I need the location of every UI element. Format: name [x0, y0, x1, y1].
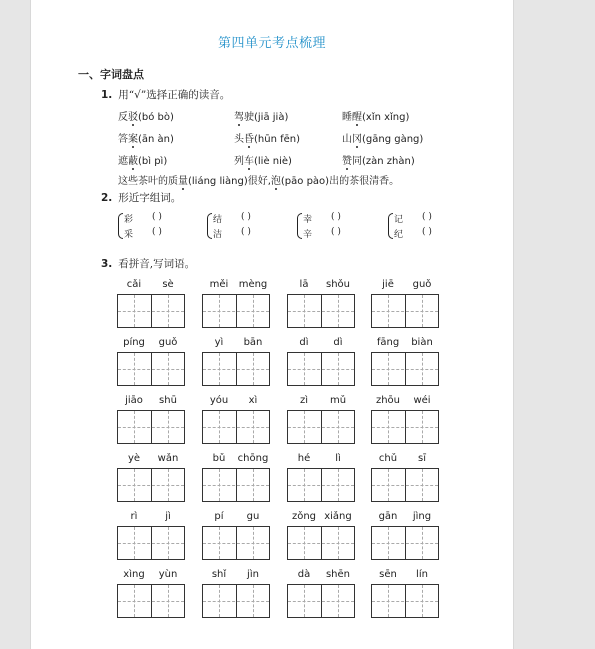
pinyin-pair	[371, 569, 439, 583]
grid-guide	[203, 369, 269, 370]
writing-grid	[202, 526, 270, 560]
word-char: 山	[342, 134, 352, 145]
grid-guide	[338, 353, 339, 385]
answer-blank: ( )	[152, 212, 162, 222]
pinyin-pair	[202, 279, 270, 293]
char-bottom: 洁	[213, 230, 223, 240]
pronunciation-item	[118, 130, 174, 145]
grid-guide	[168, 585, 169, 617]
pinyin-syllable: dì	[333, 337, 343, 348]
similar-char-pair	[207, 212, 297, 242]
grid-guide	[253, 585, 254, 617]
grid-guide	[118, 369, 184, 370]
word-char: 驶	[244, 112, 254, 123]
word-char: 答	[118, 134, 128, 145]
grid-guide	[372, 543, 438, 544]
pinyin-syllable: sī	[418, 453, 426, 464]
answer-blank: ( )	[422, 227, 432, 237]
grid-guide	[219, 585, 220, 617]
grid-guide	[372, 369, 438, 370]
grid-guide	[388, 585, 389, 617]
char-top: 结	[213, 215, 223, 225]
grid-guide	[338, 295, 339, 327]
pinyin-syllable: zhōu	[375, 395, 401, 406]
writing-grid	[117, 294, 185, 328]
pinyin-pair	[117, 337, 185, 351]
answer-blank: ( )	[152, 227, 162, 237]
grid-guide	[388, 469, 389, 501]
pinyin-options: (pāo pào)出的茶很清香。	[280, 176, 400, 187]
grid-guide	[134, 527, 135, 559]
pinyin-pair	[371, 395, 439, 409]
pinyin-pair	[117, 279, 185, 293]
grid-guide	[388, 527, 389, 559]
grid-guide	[118, 311, 184, 312]
grid-guide	[288, 543, 354, 544]
pinyin-pair	[287, 395, 355, 409]
grid-guide	[168, 469, 169, 501]
grid-guide	[118, 427, 184, 428]
grid-guide	[134, 295, 135, 327]
pronunciation-item	[234, 152, 292, 167]
word-char: 冈	[352, 134, 362, 145]
grid-guide	[118, 601, 184, 602]
grid-guide	[168, 411, 169, 443]
grid-guide	[422, 469, 423, 501]
section-heading: 一、字词盘点	[78, 68, 144, 81]
word-char: 醒	[352, 112, 362, 123]
brace-bracket	[118, 213, 123, 239]
grid-guide	[338, 585, 339, 617]
pinyin-syllable: cǎi	[126, 279, 142, 290]
grid-guide	[288, 601, 354, 602]
pinyin-syllable: sēn	[379, 569, 397, 580]
word-char: 反	[118, 112, 128, 123]
similar-char-pair	[118, 212, 208, 242]
pinyin-pair	[371, 453, 439, 467]
writing-grid	[287, 410, 355, 444]
pinyin-pair	[117, 395, 185, 409]
writing-grid	[117, 584, 185, 618]
grid-guide	[219, 469, 220, 501]
word-char: 头	[234, 134, 244, 145]
pinyin-syllable: xì	[248, 395, 258, 406]
pinyin-syllable: guǒ	[158, 337, 178, 348]
writing-grid	[202, 294, 270, 328]
pinyin-syllable: jiāo	[125, 395, 143, 406]
pinyin-syllable: chǔ	[378, 453, 398, 464]
pinyin-syllable: shū	[159, 395, 177, 406]
grid-guide	[304, 295, 305, 327]
pinyin-syllable: lín	[416, 569, 428, 580]
pinyin-pair	[287, 279, 355, 293]
word-char: 睡	[342, 112, 352, 123]
similar-char-pair	[297, 212, 387, 242]
pronunciation-item	[342, 152, 415, 167]
writing-grid	[202, 584, 270, 618]
grid-guide	[338, 469, 339, 501]
question-1	[101, 87, 230, 102]
grid-guide	[118, 543, 184, 544]
grid-guide	[422, 527, 423, 559]
document-page	[30, 0, 514, 649]
writing-grid	[371, 294, 439, 328]
grid-guide	[372, 485, 438, 486]
word-char: 驾	[234, 112, 244, 123]
pinyin-syllable: zì	[299, 395, 309, 406]
writing-grid	[117, 526, 185, 560]
writing-grid	[202, 468, 270, 502]
brace-bracket	[297, 213, 302, 239]
pinyin-pair	[287, 337, 355, 351]
pinyin-syllable: rì	[130, 511, 138, 522]
grid-guide	[422, 411, 423, 443]
pinyin-pair	[117, 511, 185, 525]
pronunciation-item	[118, 108, 174, 123]
grid-guide	[388, 295, 389, 327]
question-number: 1.	[101, 89, 113, 101]
grid-guide	[304, 527, 305, 559]
answer-blank: ( )	[241, 227, 251, 237]
grid-guide	[134, 411, 135, 443]
pinyin-pair	[202, 337, 270, 351]
pinyin-syllable: jìng	[412, 511, 432, 522]
pronunciation-item	[342, 130, 423, 145]
word-char: 赞	[342, 156, 352, 167]
pinyin-syllable: sè	[162, 279, 174, 290]
grid-guide	[134, 585, 135, 617]
grid-guide	[288, 311, 354, 312]
writing-grid	[202, 410, 270, 444]
pinyin-options: (bó bò)	[138, 112, 174, 123]
writing-grid	[371, 410, 439, 444]
pinyin-syllable: yóu	[209, 395, 229, 406]
grid-guide	[338, 527, 339, 559]
pinyin-pair	[202, 395, 270, 409]
pinyin-pair	[202, 511, 270, 525]
answer-blank: ( )	[422, 212, 432, 222]
pinyin-pair	[117, 569, 185, 583]
pronunciation-item	[234, 130, 300, 145]
pinyin-syllable: dì	[299, 337, 309, 348]
grid-guide	[168, 527, 169, 559]
grid-guide	[372, 311, 438, 312]
pronunciation-item	[234, 108, 288, 123]
writing-grid	[117, 352, 185, 386]
grid-guide	[203, 427, 269, 428]
grid-guide	[168, 353, 169, 385]
grid-guide	[253, 411, 254, 443]
word-char: 驳	[128, 112, 138, 123]
pinyin-syllable: gu	[246, 511, 260, 522]
pinyin-pair	[287, 569, 355, 583]
char-top: 彩	[124, 215, 134, 225]
pinyin-pair	[287, 511, 355, 525]
grid-guide	[219, 527, 220, 559]
grid-guide	[304, 585, 305, 617]
pinyin-syllable: hé	[297, 453, 311, 464]
pinyin-options: (bì pì)	[138, 156, 168, 167]
pinyin-pair	[371, 337, 439, 351]
grid-guide	[168, 295, 169, 327]
grid-guide	[219, 295, 220, 327]
grid-guide	[304, 411, 305, 443]
pinyin-syllable: píng	[123, 337, 145, 348]
pinyin-syllable: guǒ	[412, 279, 432, 290]
grid-guide	[203, 543, 269, 544]
grid-guide	[388, 353, 389, 385]
pinyin-syllable: shēn	[325, 569, 351, 580]
answer-blank: ( )	[241, 212, 251, 222]
pinyin-syllable: bān	[243, 337, 263, 348]
grid-guide	[422, 585, 423, 617]
pinyin-options: (xǐn xǐng)	[362, 112, 410, 123]
char-bottom: 辛	[303, 230, 313, 240]
word-char: 量	[178, 176, 188, 187]
grid-guide	[203, 601, 269, 602]
pinyin-syllable: wéi	[413, 395, 431, 406]
pinyin-pair	[371, 279, 439, 293]
char-top: 记	[394, 215, 404, 225]
pinyin-options: (ān àn)	[138, 134, 174, 145]
grid-guide	[288, 427, 354, 428]
grid-guide	[203, 485, 269, 486]
grid-guide	[118, 485, 184, 486]
answer-blank: ( )	[331, 227, 341, 237]
pinyin-syllable: yè	[127, 453, 141, 464]
pinyin-options: (liáng liàng)很好,	[188, 176, 271, 187]
word-char: 案	[128, 134, 138, 145]
pinyin-syllable: xìng	[123, 569, 145, 580]
word-char: 蔽	[128, 156, 138, 167]
pinyin-syllable: yùn	[158, 569, 178, 580]
pinyin-syllable: chōng	[237, 453, 269, 464]
pinyin-pair	[202, 569, 270, 583]
grid-guide	[253, 295, 254, 327]
grid-guide	[304, 469, 305, 501]
grid-guide	[422, 295, 423, 327]
pinyin-pair	[287, 453, 355, 467]
word-char: 泡	[270, 176, 281, 187]
pinyin-syllable: lì	[335, 453, 341, 464]
writing-grid	[287, 468, 355, 502]
grid-guide	[388, 411, 389, 443]
pinyin-syllable: biàn	[411, 337, 433, 348]
pinyin-syllable: mǔ	[329, 395, 347, 406]
grid-guide	[338, 411, 339, 443]
grid-guide	[288, 485, 354, 486]
question-text: 看拼音,写词语。	[118, 258, 196, 270]
pinyin-options: (liè niè)	[254, 156, 292, 167]
writing-grid	[202, 352, 270, 386]
writing-grid	[287, 584, 355, 618]
writing-grid	[287, 294, 355, 328]
pinyin-syllable: jì	[165, 511, 171, 522]
page-title: 第四单元考点梳理	[217, 36, 326, 51]
grid-guide	[219, 411, 220, 443]
pinyin-syllable: bǔ	[212, 453, 226, 464]
word-char: 同	[352, 156, 362, 167]
grid-guide	[253, 353, 254, 385]
word-char: 列	[234, 156, 244, 167]
pinyin-syllable: fāng	[376, 337, 400, 348]
pinyin-syllable: lā	[299, 279, 309, 290]
pinyin-syllable: yì	[214, 337, 224, 348]
grid-guide	[203, 311, 269, 312]
pinyin-options: (zàn zhàn)	[362, 156, 415, 167]
brace-bracket	[207, 213, 212, 239]
writing-grid	[117, 410, 185, 444]
grid-guide	[422, 353, 423, 385]
word-char: 遮	[118, 156, 128, 167]
writing-grid	[371, 584, 439, 618]
writing-grid	[371, 526, 439, 560]
pinyin-syllable: mèng	[238, 279, 268, 290]
char-bottom: 采	[124, 230, 134, 240]
grid-guide	[288, 369, 354, 370]
char-bottom: 纪	[394, 230, 404, 240]
question-number: 2.	[101, 192, 113, 204]
question-number: 3.	[101, 258, 113, 270]
writing-grid	[287, 352, 355, 386]
pronunciation-item	[342, 108, 409, 123]
word-char: 昏	[244, 134, 254, 145]
pinyin-syllable: měi	[209, 279, 229, 290]
answer-blank: ( )	[331, 212, 341, 222]
question-text: 形近字组词。	[118, 192, 182, 204]
grid-guide	[372, 427, 438, 428]
pinyin-syllable: zǒng	[291, 511, 317, 522]
pinyin-syllable: wǎn	[157, 453, 179, 464]
pinyin-syllable: xiǎng	[324, 511, 352, 522]
pinyin-syllable: gān	[378, 511, 398, 522]
writing-grid	[287, 526, 355, 560]
question-3	[101, 256, 195, 271]
grid-guide	[134, 469, 135, 501]
pinyin-pair	[117, 453, 185, 467]
pinyin-options: (jiā jià)	[254, 112, 289, 123]
pinyin-syllable: shǒu	[325, 279, 350, 290]
brace-bracket	[388, 213, 393, 239]
question-text: 用“√”选择正确的读音。	[118, 89, 231, 101]
grid-guide	[253, 527, 254, 559]
writing-grid	[117, 468, 185, 502]
pinyin-syllable: dà	[297, 569, 311, 580]
grid-guide	[219, 353, 220, 385]
char-top: 幸	[303, 215, 313, 225]
pinyin-syllable: shǐ	[211, 569, 227, 580]
pronunciation-item	[118, 152, 167, 167]
question-2	[101, 190, 181, 205]
pinyin-syllable: jìn	[247, 569, 259, 580]
writing-grid	[371, 352, 439, 386]
pinyin-options: (hūn fēn)	[254, 134, 301, 145]
pronunciation-sentence	[118, 172, 399, 187]
pinyin-pair	[202, 453, 270, 467]
writing-grid	[371, 468, 439, 502]
pinyin-syllable: jiē	[382, 279, 394, 290]
grid-guide	[304, 353, 305, 385]
word-char: 车	[244, 156, 254, 167]
pinyin-options: (gāng gàng)	[362, 134, 424, 145]
pinyin-pair	[371, 511, 439, 525]
grid-guide	[253, 469, 254, 501]
pinyin-syllable: pí	[214, 511, 224, 522]
grid-guide	[134, 353, 135, 385]
grid-guide	[372, 601, 438, 602]
similar-char-pair	[388, 212, 478, 242]
sentence-text: 这些茶叶的质	[118, 176, 178, 187]
